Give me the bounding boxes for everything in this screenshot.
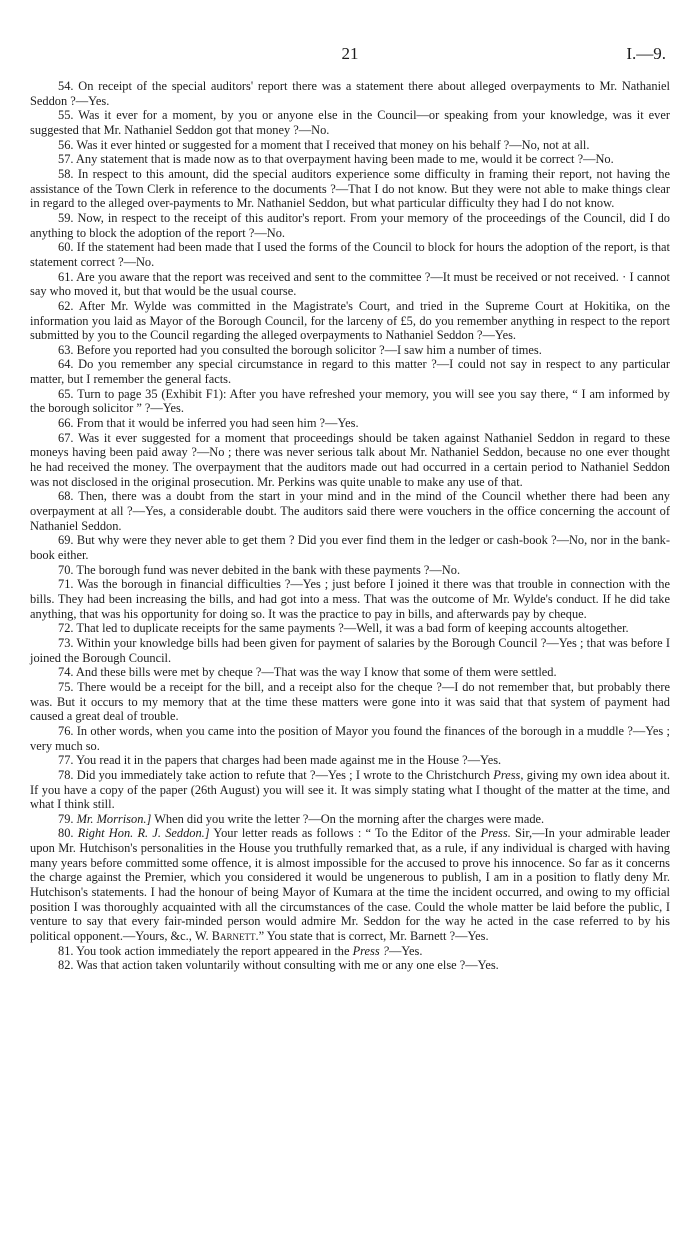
question-number: 80. — [58, 826, 74, 841]
question-text: ” You state that is correct, Mr. Barnett ?—Yes. — [258, 929, 489, 944]
question-text: Was the borough in financial difficulties ?—Yes ; just before I joined it there was that trouble in connection with the bills. They had been increasing the bills, and had got into a mess. That was the outcome of Mr. Wylde's conduct. If he did take anything, that was his opportunity for doing so. It was the practice to pay in bills, and afterwards pay by cheque. — [30, 577, 670, 621]
question-paragraph — [30, 152, 670, 167]
question-paragraph — [30, 138, 670, 153]
question-text: Are you aware that the report was received and sent to the committee ?—It must be received or not received. · I cannot say who moved it, but that would be the usual course. — [30, 269, 670, 299]
question-text: After Mr. Wylde was committed in the Magistrate's Court, and tried in the Supreme Court at Hokitika, on the information you laid as Mayor of the Borough Council, for the larceny of £5, do you remember anything in respect to the report submitted by you to the Council regarding the alleged overpayments to Nathaniel Seddon ?—Yes. — [30, 298, 670, 343]
question-paragraph — [30, 240, 670, 269]
question-paragraph — [30, 753, 670, 768]
question-text: Then, there was a doubt from the start in your mind and in the mind of the Council whether there had been any overpayment at all ?—Yes, a considerable doubt. The auditors said there were vouchers in the office concerning the account of Nathaniel Seddon. — [30, 489, 670, 533]
question-paragraph — [30, 343, 670, 358]
italic-text: Press. — [480, 826, 511, 841]
question-paragraph — [30, 167, 670, 211]
question-text: The borough fund was never debited in the bank with these payments ?—No. — [76, 562, 461, 577]
question-number: 68. — [58, 489, 74, 504]
question-number: 58. — [58, 166, 74, 181]
question-text: giving my own idea about it. If you have a copy of the paper (26th August) you will see it. It was simply stating what I thought of the matter at the time, and what I think still. — [30, 767, 670, 812]
question-text: In other words, when you came into the position of Mayor you found the finances of the borough in a muddle ?—Yes ; very much so. — [30, 723, 670, 753]
question-text: When did you write the letter ?—On the morning after the charges were made. — [154, 811, 545, 826]
question-text: On receipt of the special auditors' report there was a statement there about alleged overpayments to Mr. Nathaniel Seddon ?—Yes. — [30, 79, 670, 108]
question-number: 63. — [58, 342, 74, 357]
question-number: 60. — [58, 240, 74, 255]
question-text: Turn to page 35 (Exhibit F1): After you have refreshed your memory, you will see you say there, “ I am informed by the borough solicitor ” ?—Yes. — [30, 386, 670, 416]
question-paragraph — [30, 621, 670, 636]
question-text: If the statement had been made that I used the forms of the Council to block for hours the adoption of the report, is that statement correct ?—No. — [30, 240, 670, 269]
question-number: 73. — [58, 635, 74, 650]
question-paragraph — [30, 299, 670, 343]
question-paragraph — [30, 387, 670, 416]
question-text: Did you immediately take action to refute that ?—Yes ; I wrote to the Christchurch — [76, 767, 494, 782]
question-number: 71. — [58, 577, 74, 592]
question-paragraph — [30, 958, 670, 973]
question-text: Do you remember any special circumstance in regard to this matter ?—I could not say in respect to any particular matter, but I remember the general facts. — [30, 357, 670, 387]
italic-text: Press ? — [352, 943, 389, 958]
question-number: 75. — [58, 679, 74, 694]
question-paragraph — [30, 680, 670, 724]
question-text: That led to duplicate receipts for the same payments ?—Well, it was a bad form of keeping accounts altogether. — [76, 621, 629, 636]
question-number: 70. — [58, 562, 74, 577]
question-number: 81. — [58, 943, 74, 958]
question-number: 72. — [58, 621, 74, 636]
question-number: 57. — [58, 152, 74, 167]
question-number: 78. — [58, 767, 74, 782]
question-text: Any statement that is made now as to that overpayment having been made to me, would it be correct ?—No. — [75, 152, 614, 167]
question-number: 62. — [58, 298, 74, 313]
question-number: 67. — [58, 430, 74, 445]
question-paragraph — [30, 944, 670, 959]
question-number: 65. — [58, 386, 74, 401]
question-number: 64. — [58, 357, 74, 372]
question-text: Was that action taken voluntarily without consulting with me or any one else ?—Yes. — [76, 958, 499, 973]
question-paragraph — [30, 533, 670, 562]
speaker-label: Right Hon. R. J. Seddon.] — [77, 826, 210, 841]
question-paragraph — [30, 826, 670, 943]
question-paragraph — [30, 724, 670, 753]
speaker-label: Mr. Morrison.] — [76, 811, 152, 826]
question-text: You read it in the papers that charges had been made against me in the House ?—Yes. — [76, 753, 502, 768]
question-number: 69. — [58, 533, 74, 548]
question-text: Your letter reads as follows : “ To the Editor of the — [213, 826, 481, 841]
page-number: 21 — [341, 44, 359, 63]
question-number: 76. — [58, 723, 74, 738]
series-code: I.—9. — [626, 44, 666, 63]
question-text: And these bills were met by cheque ?—That was the way I know that some of them were settled. — [75, 665, 557, 680]
question-paragraph — [30, 768, 670, 812]
question-text: From that it would be inferred you had seen him ?—Yes. — [76, 416, 359, 431]
question-text: Now, in respect to the receipt of this auditor's report. From your memory of the proceedings of the Council, did I do anything to block the adoption of the report ?—No. — [30, 210, 670, 240]
question-number: 74. — [58, 665, 74, 680]
question-text: Within your knowledge bills had been given for payment of salaries by the Borough Council ?—Yes ; that was before I joined the Borough Council. — [30, 635, 670, 665]
question-number: 66. — [58, 416, 74, 431]
question-text: But why were they never able to get them ? Did you ever find them in the ledger or cash-book ?—No, nor in the bank-book either. — [30, 533, 670, 562]
question-text: There would be a receipt for the bill, and a receipt also for the cheque ?—I do not remember that, but probably there was. But it occurs to my memory that at the time these matters were gone into it was said that that system of payment had caused a great deal of trouble. — [30, 679, 671, 724]
question-paragraph — [30, 577, 670, 621]
italic-text: Press, — [493, 767, 524, 782]
question-text: Was it ever hinted or suggested for a moment that I received that money on his behalf ?—No, not at all. — [76, 137, 590, 152]
question-paragraph — [30, 357, 670, 386]
question-number: 82. — [58, 958, 74, 973]
page-header — [30, 44, 670, 66]
question-number: 61. — [58, 269, 74, 284]
question-paragraph — [30, 270, 670, 299]
question-paragraph — [30, 108, 670, 137]
signature-name: W. Barnett. — [194, 929, 259, 944]
question-paragraph — [30, 79, 670, 108]
question-number: 54. — [58, 79, 74, 93]
question-text: Before you reported had you consulted the borough solicitor ?—I saw him a number of times. — [76, 342, 542, 357]
question-paragraph — [30, 431, 670, 490]
question-paragraph — [30, 211, 670, 240]
question-number: 59. — [58, 210, 74, 225]
question-paragraph — [30, 416, 670, 431]
question-text: Sir,—In your admirable leader upon Mr. Hutchison's personalities in the House you truthfully remarked that, as a rule, if any individual is charged with having many years before committed some offence, it is almost impossible for the accused to prove his innocence. So far as it concerns the charge against the Premier, which you considered it would be ungenerous to publish, I am in a position to flatly deny Mr. Hutchison's statements. I had the honour of being Mayor of Kumara at the time the incident occurred, and owing to my official position I was thoroughly acquainted with all the circumstances of the case. Could the whole matter be laid before the public, I venture to say that every fair-minded person would admire Mr. Seddon for the way he acted in the case referred to by his political opponent.—Yours, &c., — [30, 826, 670, 944]
evidence-transcript — [30, 79, 670, 973]
question-text: Was it ever for a moment, by you or anyone else in the Council—or speaking from your knowledge, was it ever suggested that Mr. Nathaniel Seddon got that money ?—No. — [30, 108, 670, 137]
question-paragraph — [30, 665, 670, 680]
question-number: 56. — [58, 137, 74, 152]
question-text: —Yes. — [388, 943, 423, 958]
question-number: 77. — [58, 753, 74, 768]
question-text: You took action immediately the report appeared in the — [76, 943, 353, 958]
question-paragraph — [30, 636, 670, 665]
question-paragraph — [30, 489, 670, 533]
question-paragraph — [30, 812, 670, 827]
question-number: 55. — [58, 108, 74, 123]
question-paragraph — [30, 563, 670, 578]
question-text: In respect to this amount, did the special auditors experience some difficulty in framing their report, not having the assistance of the Town Clerk in reference to the documents ?—That I do not know. But they were not able to make things clear in regard to the alleged over-payments to Mr. Nathaniel Seddon, but what particular difficulty they had I do not know. — [30, 166, 670, 211]
question-number: 79. — [58, 811, 74, 826]
question-text: Was it ever suggested for a moment that proceedings should be taken against Nathaniel Seddon in regard to these moneys having been paid away ?—No ; there was never serious talk about Mr. Nathaniel Seddon, because no one ever thought he had received the money. The overpayment that the auditors made out had occurred in a certain period to Nathaniel Seddon was not disclosed in the original prosecution. Mr. Perkins was quite unable to make any use of that. — [30, 430, 670, 489]
